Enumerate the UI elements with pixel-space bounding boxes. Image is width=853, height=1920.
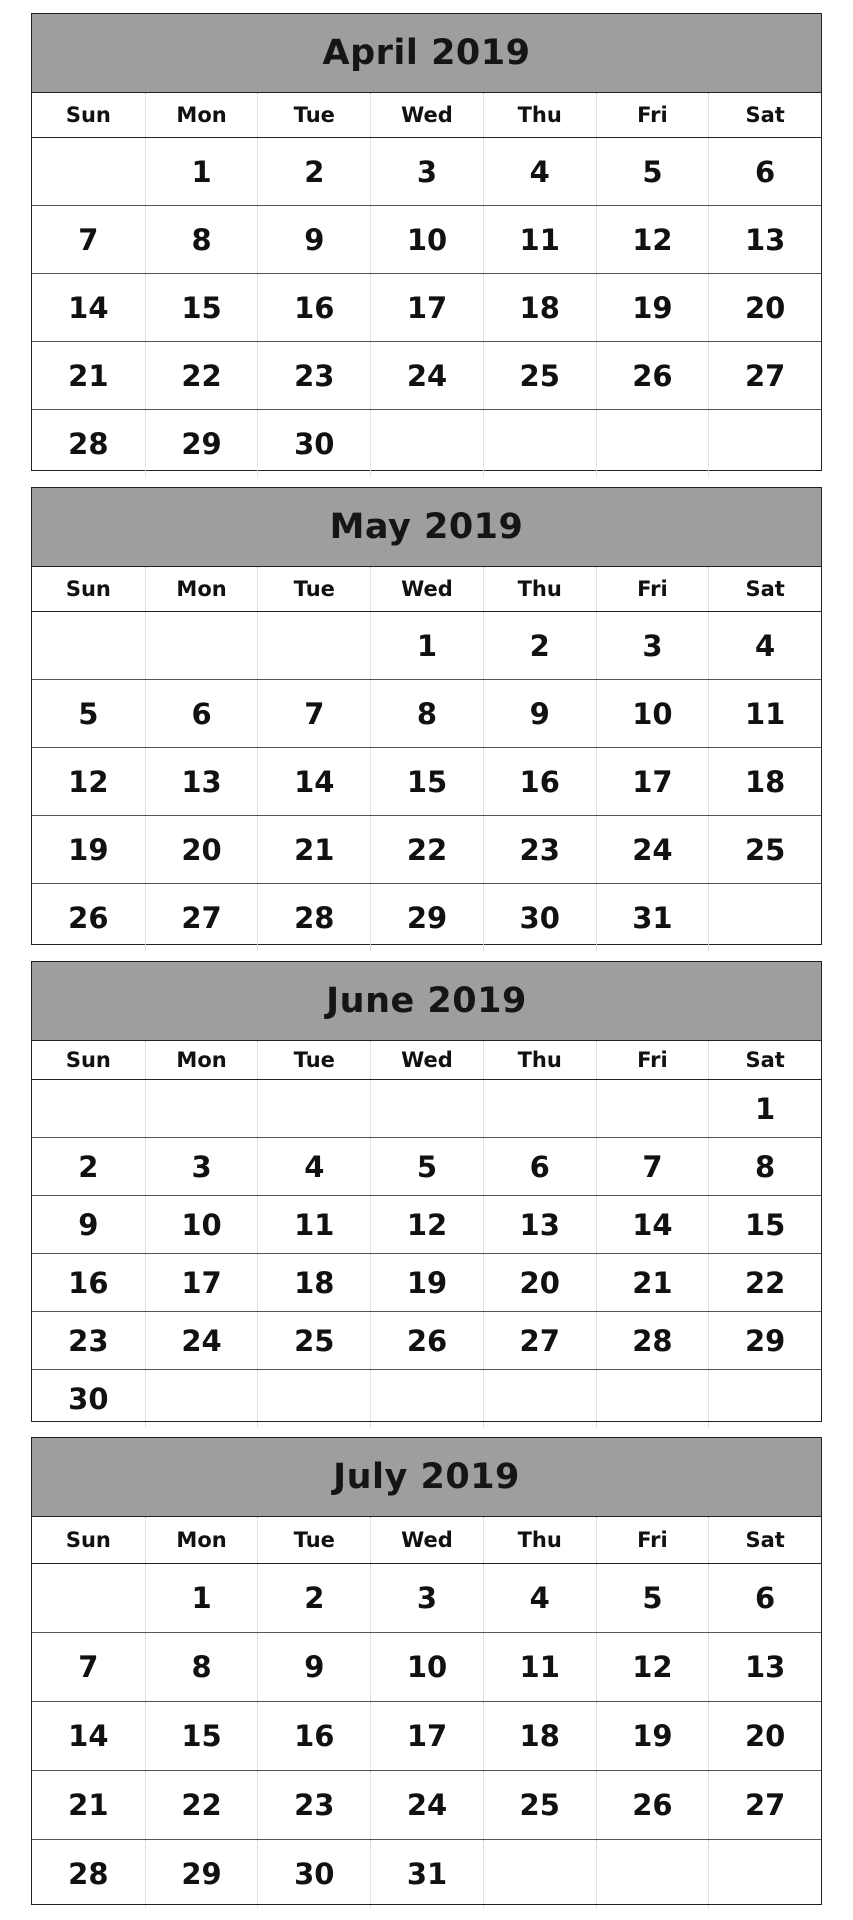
day-cell: 25: [483, 1771, 596, 1839]
day-cell: 17: [596, 748, 709, 815]
day-cell: 28: [68, 426, 109, 461]
day-cell: 31: [370, 1840, 483, 1908]
empty-day-cell: [370, 1080, 483, 1137]
empty-day-cell: [145, 1370, 258, 1427]
day-cell: 11: [257, 1196, 370, 1253]
weekday-label-fri: Fri: [596, 93, 709, 137]
day-cell: 27: [483, 1312, 596, 1369]
weekday-label-tue: Tue: [257, 567, 370, 611]
day-cell: 22: [370, 816, 483, 883]
day-cell: 3: [370, 1564, 483, 1632]
week-row: [32, 1771, 821, 1840]
weekday-label-mon: Mon: [145, 1517, 258, 1563]
week-row: [32, 612, 821, 680]
day-cell: 9: [483, 680, 596, 747]
day-cell: 6: [145, 680, 258, 747]
day-cell: 31: [596, 884, 709, 951]
empty-day-cell: [257, 612, 370, 679]
empty-day-cell: [145, 1080, 258, 1137]
day-cell: 2: [257, 138, 370, 205]
day-cell: 27: [708, 1771, 821, 1839]
month-calendar-july: [31, 1437, 822, 1905]
day-cell: 29: [145, 1840, 258, 1908]
day-cell: 21: [68, 358, 109, 393]
weekday-label-thu: Thu: [483, 1041, 596, 1079]
weekday-header-row: [32, 567, 821, 612]
week-row: [32, 1080, 821, 1138]
day-cell: 16: [257, 274, 370, 341]
day-cell: 23: [68, 1323, 109, 1358]
day-cell: 13: [483, 1196, 596, 1253]
day-cell: 3: [370, 138, 483, 205]
empty-day-cell: [483, 1370, 596, 1427]
week-row: [32, 1312, 821, 1370]
weekday-label-tue: Tue: [257, 1517, 370, 1563]
week-row: [32, 274, 821, 342]
day-cell: 7: [257, 680, 370, 747]
day-cell: 1: [145, 1564, 258, 1632]
week-row: [32, 1138, 821, 1196]
day-cell: 12: [596, 206, 709, 273]
day-cell: 9: [78, 1207, 99, 1242]
week-row: [32, 138, 821, 206]
day-cell: 4: [708, 612, 821, 679]
day-cell: 10: [370, 1633, 483, 1701]
empty-day-cell: [708, 410, 821, 477]
day-cell: 21: [257, 816, 370, 883]
day-cell: 22: [145, 1771, 258, 1839]
day-cell: 19: [596, 274, 709, 341]
day-cell: 8: [708, 1138, 821, 1195]
day-cell: 15: [145, 274, 258, 341]
weekday-label-thu: Thu: [483, 93, 596, 137]
week-row: [32, 206, 821, 274]
month-title-july: July 2019: [32, 1438, 821, 1517]
week-row: [32, 1840, 821, 1908]
month-title-may: May 2019: [32, 488, 821, 567]
empty-day-cell: [596, 1840, 709, 1908]
week-row: [32, 1370, 821, 1427]
day-cell: 13: [145, 748, 258, 815]
weekday-label-sun: Sun: [65, 103, 111, 127]
week-row: [32, 680, 821, 748]
weekday-label-thu: Thu: [483, 1517, 596, 1563]
day-cell: 6: [708, 138, 821, 205]
day-cell: 15: [370, 748, 483, 815]
day-cell: 16: [257, 1702, 370, 1770]
day-cell: 26: [68, 900, 109, 935]
week-row: [32, 410, 821, 477]
empty-day-cell: [370, 1370, 483, 1427]
day-cell: 14: [257, 748, 370, 815]
empty-day-cell: [596, 1080, 709, 1137]
day-cell: 18: [257, 1254, 370, 1311]
empty-day-cell: [596, 410, 709, 477]
week-row: [32, 816, 821, 884]
day-cell: 20: [483, 1254, 596, 1311]
day-cell: 29: [370, 884, 483, 951]
empty-day-cell: [32, 1564, 145, 1632]
day-cell: 5: [596, 138, 709, 205]
empty-day-cell: [32, 1080, 145, 1137]
empty-day-cell: [596, 1370, 709, 1427]
weekday-label-sat: Sat: [708, 1041, 821, 1079]
day-cell: 5: [78, 696, 99, 731]
empty-day-cell: [483, 1840, 596, 1908]
week-row: [32, 342, 821, 410]
day-cell: 19: [370, 1254, 483, 1311]
day-cell: 20: [708, 1702, 821, 1770]
weekday-label-wed: Wed: [370, 1041, 483, 1079]
day-cell: 1: [708, 1080, 821, 1137]
day-cell: 13: [708, 206, 821, 273]
weekday-label-tue: Tue: [257, 93, 370, 137]
weekday-label-mon: Mon: [145, 567, 258, 611]
day-cell: 25: [483, 342, 596, 409]
week-row: [32, 1254, 821, 1312]
day-cell: 21: [596, 1254, 709, 1311]
month-calendar-june: [31, 961, 822, 1422]
day-cell: 1: [370, 612, 483, 679]
day-cell: 4: [257, 1138, 370, 1195]
day-cell: 14: [68, 1719, 109, 1753]
day-cell: 11: [483, 206, 596, 273]
week-row: [32, 1633, 821, 1702]
empty-day-cell: [708, 1840, 821, 1908]
empty-day-cell: [708, 1370, 821, 1427]
day-cell: 16: [68, 1265, 109, 1300]
empty-day-cell: [708, 884, 821, 951]
day-cell: 16: [483, 748, 596, 815]
day-cell: 21: [68, 1788, 109, 1822]
day-cell: 7: [78, 222, 99, 257]
day-cell: 17: [145, 1254, 258, 1311]
day-cell: 27: [145, 884, 258, 951]
day-cell: 22: [145, 342, 258, 409]
weekday-label-tue: Tue: [257, 1041, 370, 1079]
day-cell: 30: [257, 410, 370, 477]
day-cell: 24: [370, 342, 483, 409]
day-cell: 24: [370, 1771, 483, 1839]
week-row: [32, 748, 821, 816]
weekday-label-wed: Wed: [370, 1517, 483, 1563]
day-cell: 28: [68, 1857, 109, 1891]
day-cell: 15: [145, 1702, 258, 1770]
week-row: [32, 1702, 821, 1771]
day-cell: 28: [257, 884, 370, 951]
day-cell: 30: [68, 1381, 109, 1416]
day-cell: 22: [708, 1254, 821, 1311]
day-cell: 9: [257, 206, 370, 273]
day-cell: 12: [596, 1633, 709, 1701]
weekday-header-row: [32, 1041, 821, 1080]
day-cell: 3: [596, 612, 709, 679]
empty-day-cell: [145, 612, 258, 679]
day-cell: 27: [708, 342, 821, 409]
empty-day-cell: [370, 410, 483, 477]
weekday-header-row: [32, 1517, 821, 1564]
day-cell: 6: [708, 1564, 821, 1632]
weekday-label-sat: Sat: [708, 93, 821, 137]
month-calendar-may: [31, 487, 822, 945]
month-title-april: April 2019: [32, 14, 821, 93]
weekday-label-sun: Sun: [65, 577, 111, 601]
month-calendar-april: [31, 13, 822, 471]
weekday-label-mon: Mon: [145, 1041, 258, 1079]
day-cell: 3: [145, 1138, 258, 1195]
day-cell: 24: [596, 816, 709, 883]
day-cell: 9: [257, 1633, 370, 1701]
weekday-label-fri: Fri: [596, 1041, 709, 1079]
weekday-label-sun: Sun: [65, 1048, 111, 1072]
day-cell: 2: [78, 1149, 99, 1184]
day-cell: 12: [370, 1196, 483, 1253]
day-cell: 13: [708, 1633, 821, 1701]
day-cell: 5: [370, 1138, 483, 1195]
day-cell: 10: [145, 1196, 258, 1253]
month-title-june: June 2019: [32, 962, 821, 1041]
weekday-label-sat: Sat: [708, 1517, 821, 1563]
day-cell: 19: [596, 1702, 709, 1770]
day-cell: 30: [483, 884, 596, 951]
day-cell: 11: [483, 1633, 596, 1701]
week-row: [32, 884, 821, 951]
day-cell: 4: [483, 138, 596, 205]
day-cell: 17: [370, 274, 483, 341]
week-row: [32, 1196, 821, 1254]
day-cell: 7: [596, 1138, 709, 1195]
day-cell: 23: [257, 342, 370, 409]
empty-day-cell: [483, 1080, 596, 1137]
day-cell: 2: [483, 612, 596, 679]
week-row: [32, 1564, 821, 1633]
day-cell: 30: [257, 1840, 370, 1908]
weekday-label-sun: Sun: [65, 1528, 111, 1552]
day-cell: 12: [68, 764, 109, 799]
day-cell: 7: [78, 1650, 99, 1684]
day-cell: 20: [145, 816, 258, 883]
weekday-label-mon: Mon: [145, 93, 258, 137]
day-cell: 8: [370, 680, 483, 747]
weekday-label-thu: Thu: [483, 567, 596, 611]
empty-day-cell: [32, 612, 145, 679]
day-cell: 24: [145, 1312, 258, 1369]
day-cell: 23: [257, 1771, 370, 1839]
weekday-label-fri: Fri: [596, 1517, 709, 1563]
day-cell: 15: [708, 1196, 821, 1253]
day-cell: 18: [708, 748, 821, 815]
day-cell: 28: [596, 1312, 709, 1369]
day-cell: 8: [145, 1633, 258, 1701]
day-cell: 1: [145, 138, 258, 205]
empty-day-cell: [32, 138, 145, 205]
day-cell: 17: [370, 1702, 483, 1770]
day-cell: 6: [483, 1138, 596, 1195]
day-cell: 29: [145, 410, 258, 477]
day-cell: 26: [370, 1312, 483, 1369]
weekday-label-sat: Sat: [708, 567, 821, 611]
day-cell: 19: [68, 832, 109, 867]
day-cell: 4: [483, 1564, 596, 1632]
day-cell: 25: [257, 1312, 370, 1369]
empty-day-cell: [257, 1080, 370, 1137]
day-cell: 10: [370, 206, 483, 273]
weekday-header-row: [32, 93, 821, 138]
day-cell: 26: [596, 1771, 709, 1839]
day-cell: 11: [708, 680, 821, 747]
day-cell: 20: [708, 274, 821, 341]
day-cell: 10: [596, 680, 709, 747]
empty-day-cell: [483, 410, 596, 477]
day-cell: 23: [483, 816, 596, 883]
weekday-label-wed: Wed: [370, 93, 483, 137]
day-cell: 25: [708, 816, 821, 883]
day-cell: 26: [596, 342, 709, 409]
weekday-label-fri: Fri: [596, 567, 709, 611]
day-cell: 5: [596, 1564, 709, 1632]
day-cell: 14: [68, 290, 109, 325]
day-cell: 8: [145, 206, 258, 273]
day-cell: 2: [257, 1564, 370, 1632]
day-cell: 14: [596, 1196, 709, 1253]
day-cell: 18: [483, 1702, 596, 1770]
empty-day-cell: [257, 1370, 370, 1427]
weekday-label-wed: Wed: [370, 567, 483, 611]
day-cell: 29: [708, 1312, 821, 1369]
day-cell: 18: [483, 274, 596, 341]
